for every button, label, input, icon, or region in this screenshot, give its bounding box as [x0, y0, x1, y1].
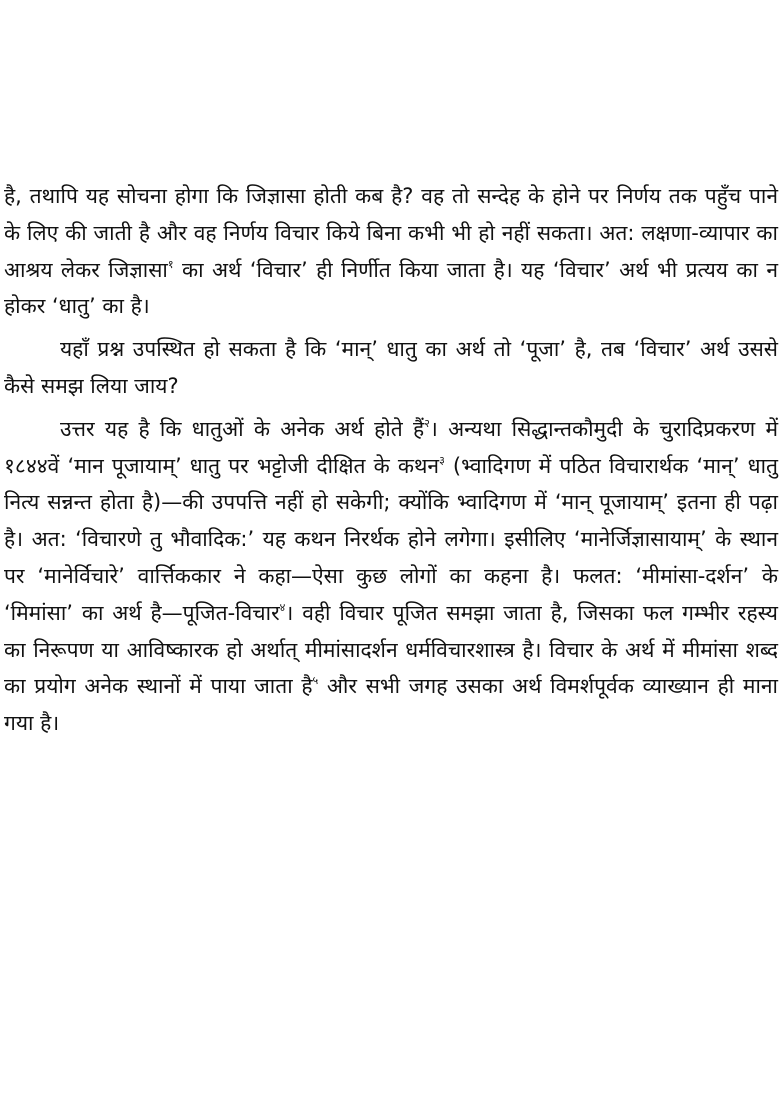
- footnote-marker-2: २: [424, 416, 430, 430]
- paragraph-3-text-c: (भ्वादिगण में पठित विचारार्थक ‘मान्’ धातु नित्य सन्नन्त होता है)—की उपपत्ति नहीं हो सकेगी; क्योंकि भ्वादिगण में ‘मान् पूजायाम्’ इतना ही पढ़ा है। अत: ‘विचारणे तु भौवादिक:’ यह कथन निरर्थक होने लगेगा। इसीलिए ‘मानेर्जिज्ञासायाम्’ के स्थान पर ‘मानेर्विचारे’ वार्त्तिककार ने कहा—ऐसा कुछ लोगों का कहना है। फलत: ‘मीमांसा-दर्शन’ के ‘मिमांसा’ का अर्थ है—पूजित-विचार: [4, 453, 778, 625]
- paragraph-3-text-e: और सभी जगह उसका अर्थ विमर्शपूर्वक व्याख्यान ही माना गया है।: [4, 674, 778, 736]
- footnote-marker-3: ३: [439, 453, 445, 467]
- paragraph-3-text-a: उत्तर यह है कि धातुओं के अनेक अर्थ होते हैं: [60, 416, 425, 441]
- footnote-marker-1: १: [167, 257, 174, 271]
- paragraph-3-text-d: । वही विचार पूजित समझा जाता है, जिसका फल गम्भीर रहस्य का निरूपण या आविष्कारक हो अर्थात् मीमांसादर्शन धर्मविचारशास्त्र है। विचार के अर्थ में मीमांसा शब्द का प्रयोग अनेक स्थानों में पाया जाता है: [4, 600, 778, 699]
- footnote-marker-5: ५: [312, 674, 319, 688]
- paragraph-1: [4, 178, 778, 325]
- footnote-marker-4: ४: [279, 600, 286, 614]
- paragraph-1-text-b: का अर्थ ‘विचार’ ही निर्णीत किया जाता है। यह ‘विचार’ अर्थ भी प्रत्यय का न होकर ‘धातु’ का है।: [4, 257, 778, 319]
- paragraph-1-text-a: है, तथापि यह सोचना होगा कि जिज्ञासा होती कब है? वह तो सन्देह के होने पर निर्णय तक पहुँच पाने के लिए की जाती है और वह निर्णय विचार किये बिना कभी भी हो नहीं सकता। अत: लक्षणा-व्यापार का आश्रय लेकर जिज्ञासा: [4, 184, 778, 282]
- paragraph-2-text: यहाँ प्रश्न उपस्थित हो सकता है कि ‘मान्’ धातु का अर्थ तो ‘पूजा’ है, तब ‘विचार’ अर्थ उससे कैसे समझ लिया जाय?: [4, 337, 778, 398]
- body-text: [4, 178, 778, 742]
- paragraph-3: [4, 411, 778, 742]
- paragraph-3-text-b: । अन्यथा सिद्धान्तकौमुदी के चुरादिप्रकरण में १८४४वें ‘मान पूजायाम्’ धातु पर भट्टोजी दीक्षित के कथन: [4, 416, 779, 478]
- paragraph-2: [4, 331, 778, 405]
